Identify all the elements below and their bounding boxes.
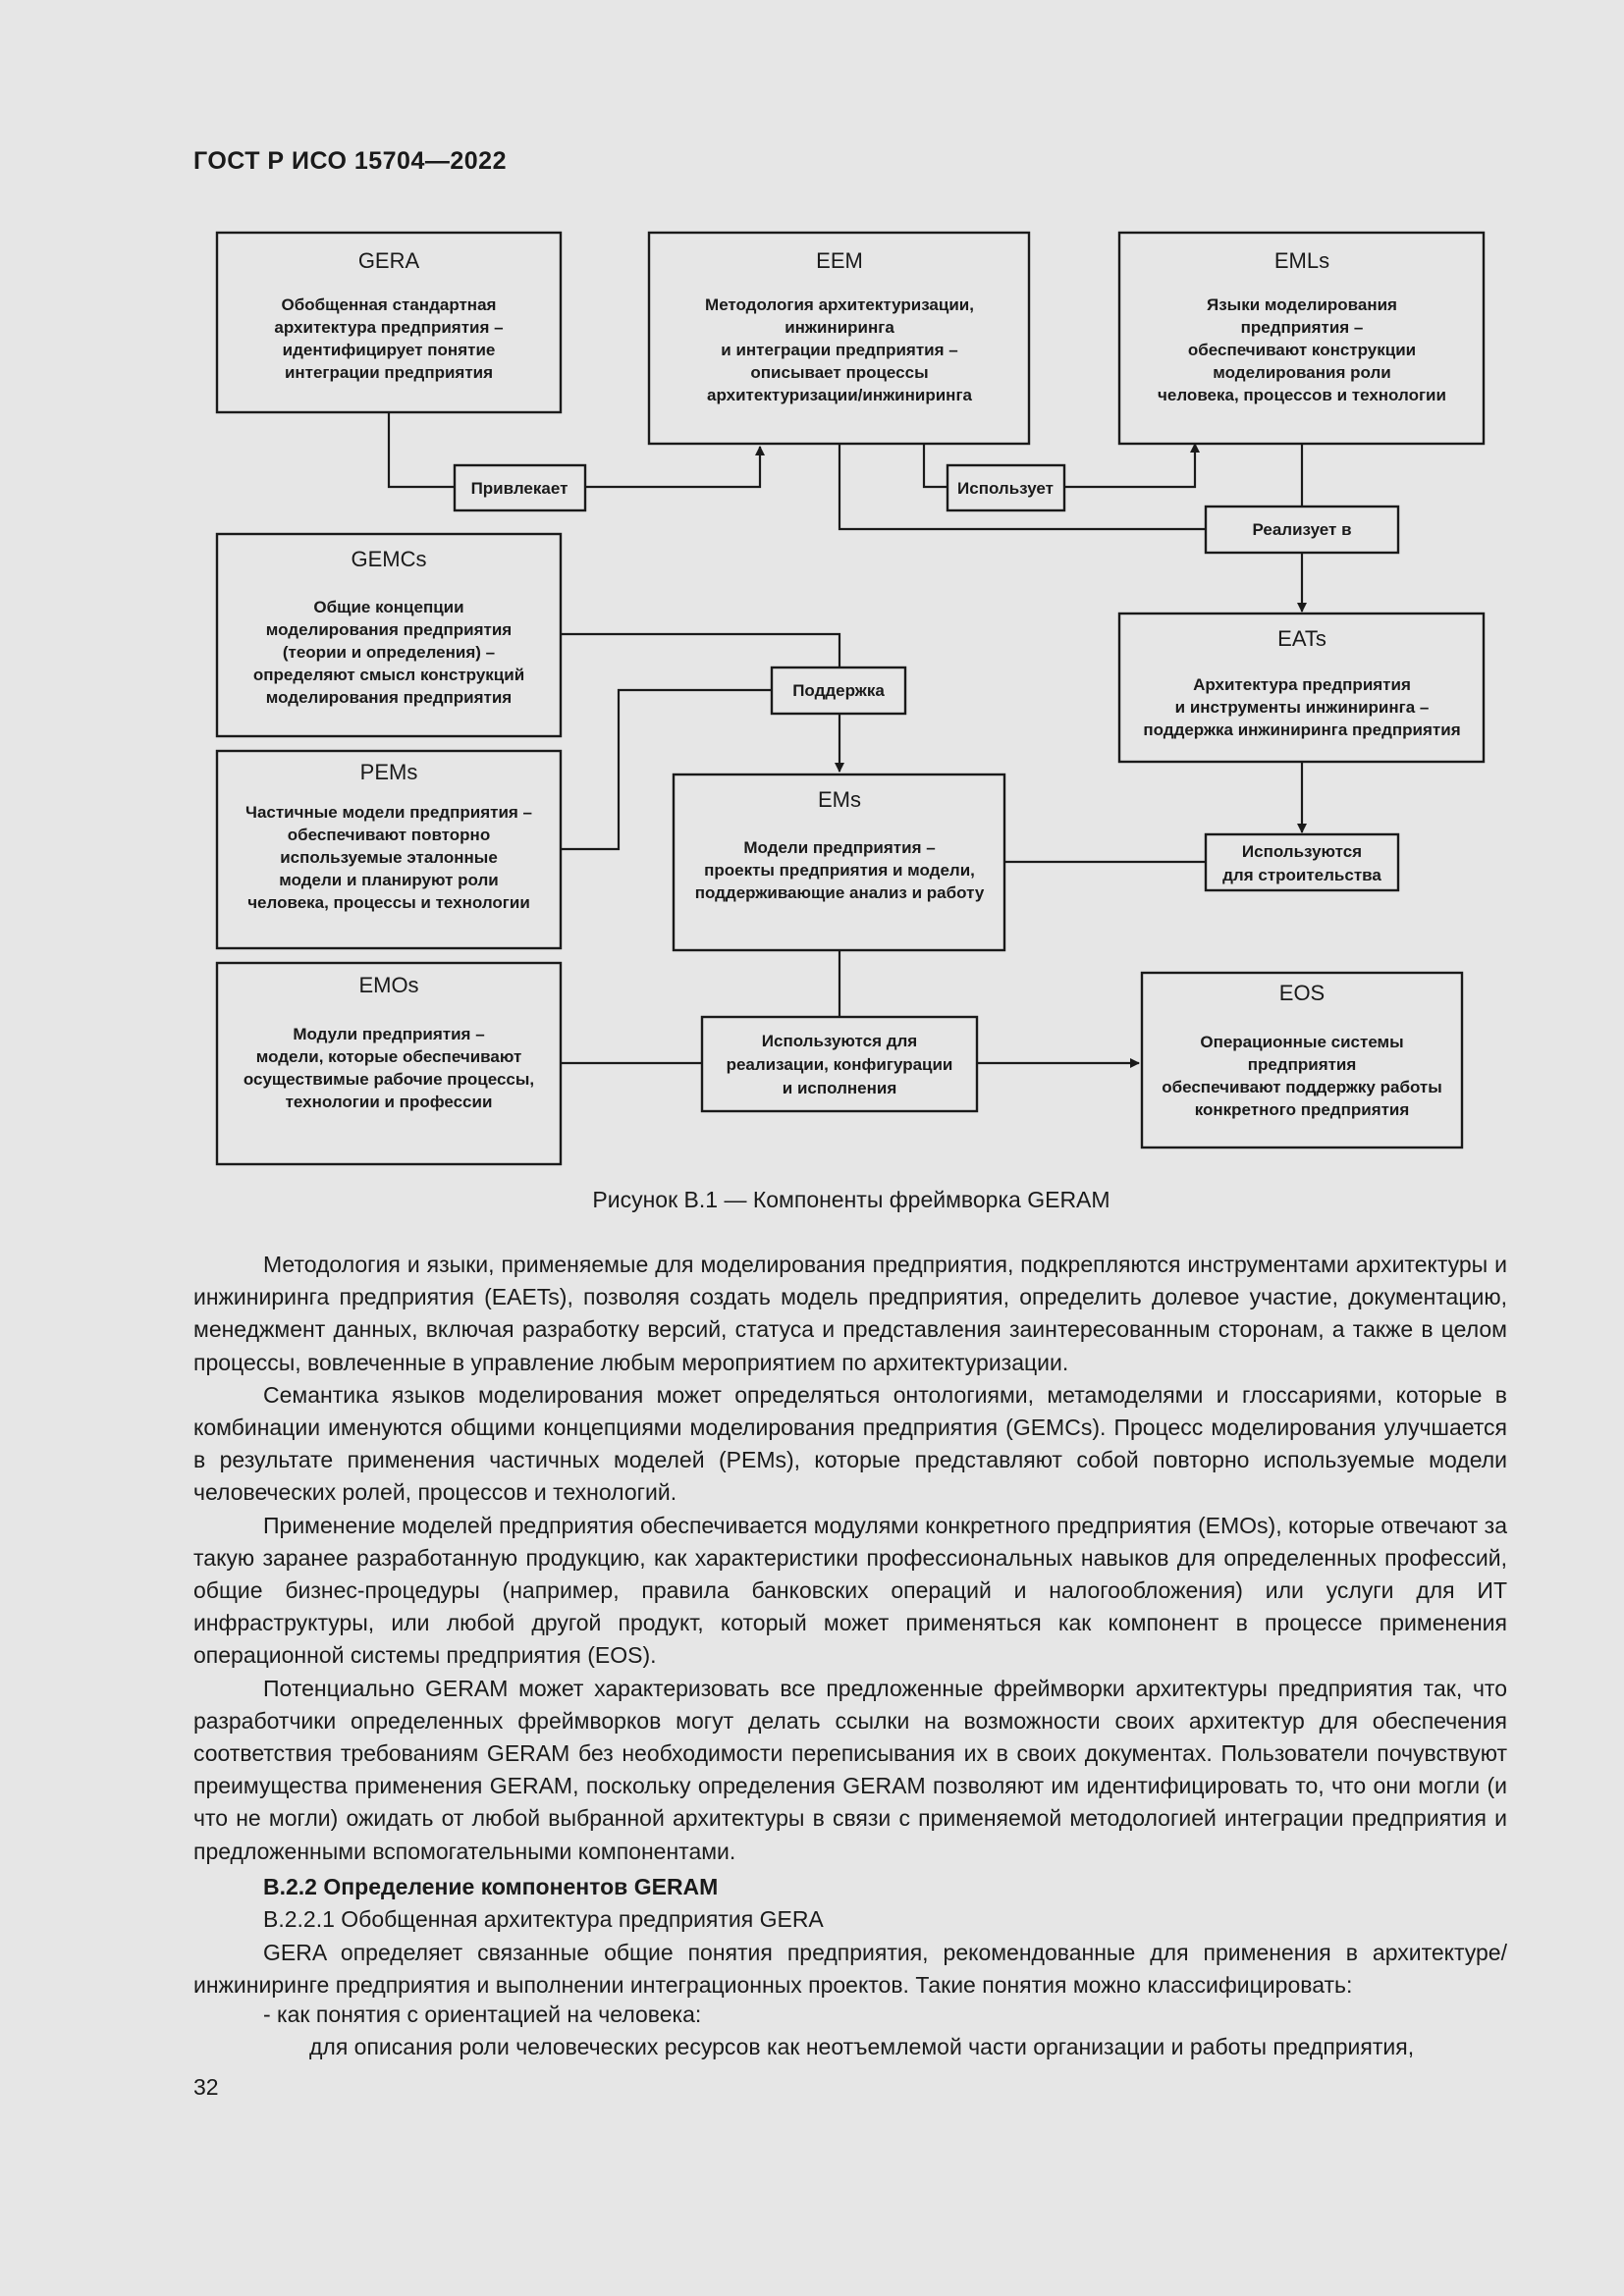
label-uses-text: Использует	[957, 479, 1054, 498]
emls-line: предприятия –	[1240, 318, 1364, 337]
eem-line: архитектуризации/инжиниринга	[707, 386, 972, 404]
document-header: ГОСТ Р ИСО 15704—2022	[193, 147, 507, 175]
eos-title: EOS	[1278, 981, 1326, 1005]
section-heading: В.2.2 Определение компонентов GERAM	[263, 1874, 719, 1899]
pems-line: используемые эталонные	[280, 848, 498, 867]
eem-line: и интеграции предприятия –	[721, 341, 958, 359]
eem-line: описывает процессы	[750, 363, 929, 382]
gera-line: архитектура предприятия –	[274, 318, 504, 337]
gemcs-box	[217, 534, 561, 736]
gemcs-title: GEMCs	[351, 547, 427, 571]
emos-line: осуществимые рабочие процессы,	[243, 1070, 535, 1089]
eem-box	[649, 233, 1029, 444]
gemcs-line: Общие концепции	[313, 598, 464, 616]
page-number: 32	[193, 2074, 219, 2100]
label-used-for-impl-text: реализации, конфигурации	[726, 1055, 953, 1074]
paragraph: Применение моделей предприятия обеспечивается модулями конкретного предприятия (EMOs), которые отвечают за такую заранее разработанную продукцию, как характеристики профессиональных навыков для определенных профессий, общие бизнес-процедуры (например, правила банковских операций и налогообложения) или услуги для ИТ инфраструктуры, или любой другой продукт, который может применяться как компонент в процессе применения операционной системы предприятия (EOS).	[193, 1512, 1507, 1669]
gemcs-line: моделирования предприятия	[265, 620, 513, 639]
figure-caption: Рисунок В.1 — Компоненты фреймворка GERAM	[592, 1187, 1110, 1212]
label-used-for-impl	[702, 1017, 977, 1111]
eem-line: инжиниринга	[785, 318, 894, 337]
label-used-for-building-text: Используются	[1241, 842, 1363, 861]
gera-text	[193, 1937, 1507, 2002]
eem-line: Методология архитектуризации,	[705, 295, 974, 314]
label-realized-in	[1206, 507, 1398, 553]
bullet-continuation: для описания роли человеческих ресурсов как неотъемлемой части организации и работы предприятия,	[309, 2034, 1415, 2059]
gemcs-line: определяют смысл конструкций	[252, 666, 525, 684]
gemcs-line: моделирования предприятия	[265, 688, 513, 707]
eats-box	[1119, 614, 1484, 762]
label-attracts	[455, 465, 585, 510]
emls-line: моделирования роли	[1213, 363, 1391, 382]
pems-line: модели и планируют роли	[279, 871, 499, 889]
paragraph: Потенциально GERAM может характеризовать все предложенные фреймворки архитектуры предприятия так, что разработчики определенных фреймворков могут делать ссылки на возможности своих архитектур для обеспечения соответствия требованиям GERAM без необходимости переписывания их в своих документах. Пользователи почувствуют преимущества применения GERAM, поскольку определения GERAM позволяют им идентифицировать то, что они могли (и что не могли) ожидать от любой выбранной архитектуры в связи с применяемой методологией интеграции предприятия и предложенными вспомогательными компонентами.	[193, 1675, 1507, 1864]
subsection-heading: В.2.2.1 Обобщенная архитектура предприятия GERA	[263, 1906, 824, 1932]
gera-line: Обобщенная стандартная	[281, 295, 497, 314]
ems-line: Модели предприятия –	[743, 838, 936, 857]
pems-line: обеспечивают повторно	[287, 826, 491, 844]
pems-line: Частичные модели предприятия –	[245, 803, 532, 822]
emos-line: Модули предприятия –	[293, 1025, 485, 1043]
label-uses	[947, 465, 1064, 510]
eats-line: и инструменты инжиниринга –	[1174, 698, 1430, 717]
eem-title: EEM	[816, 248, 863, 273]
label-support-text: Поддержка	[792, 681, 885, 700]
label-realized-in-text: Реализует в	[1252, 520, 1352, 539]
label-used-for-impl-text: и исполнения	[782, 1079, 897, 1097]
emls-title: EMLs	[1273, 248, 1330, 273]
ems-box	[674, 774, 1004, 950]
paragraph: Семантика языков моделирования может определяться онтологиями, метамоделями и глоссариями, которые в комбинации именуются общими концепциями моделирования предприятия (GEMCs). Процесс моделирования улучшается в результате применения частичных моделей (PEMs), которые представляют собой повторно используемые модели человеческих ролей, процессов и технологий.	[193, 1381, 1507, 1506]
emos-title: EMOs	[358, 973, 419, 997]
gera-line: интеграции предприятия	[284, 363, 494, 382]
emls-line: обеспечивают конструкции	[1187, 341, 1417, 359]
gemcs-line: (теории и определения) –	[282, 643, 496, 662]
label-support	[772, 667, 905, 714]
paragraph: GERA определяет связанные общие понятия предприятия, рекомендованные для применения в архитектуре/инжиниринге предприятия и выполнении интеграционных проектов. Такие понятия можно классифицировать:	[193, 1940, 1507, 1999]
eats-line: поддержка инжиниринга предприятия	[1143, 721, 1461, 739]
emls-box	[1119, 233, 1484, 444]
ems-line: проекты предприятия и модели,	[704, 861, 975, 880]
eats-title: EATs	[1277, 626, 1326, 651]
eos-line: обеспечивают поддержку работы	[1162, 1078, 1442, 1096]
gera-line: идентифицирует понятие	[282, 341, 496, 359]
emos-line: модели, которые обеспечивают	[255, 1047, 522, 1066]
pems-line: человека, процессы и технологии	[247, 893, 530, 912]
label-used-for-building-text: для строительства	[1222, 866, 1381, 884]
eats-line: Архитектура предприятия	[1193, 675, 1411, 694]
eos-box	[1142, 973, 1462, 1148]
ems-line: поддерживающие анализ и работу	[694, 883, 985, 902]
emos-line: технологии и профессии	[285, 1093, 493, 1111]
paragraph: Методология и языки, применяемые для моделирования предприятия, подкрепляются инструментами архитектуры и инжиниринга предприятия (EAETs), позволяя создать модель предприятия, определить долевое участие, документацию, менеджмент данных, включая разработку версий, статуса и представления заинтересованным сторонам, а также в целом процессы, вовлеченные в управление любым мероприятием по архитектуризации.	[193, 1252, 1507, 1375]
emls-line: Языки моделирования	[1207, 295, 1397, 314]
label-used-for-impl-text: Используются для	[761, 1032, 918, 1050]
ems-title: EMs	[818, 787, 861, 812]
eos-line: конкретного предприятия	[1194, 1100, 1410, 1119]
eos-line: предприятия	[1247, 1055, 1357, 1074]
pems-box	[217, 751, 561, 948]
body-text	[193, 1249, 1507, 1868]
gera-box	[217, 233, 561, 412]
label-used-for-building	[1206, 834, 1398, 890]
emls-line: человека, процессов и технологии	[1158, 386, 1446, 404]
bullet-item: - как понятия с ориентацией на человека:	[263, 2002, 702, 2027]
label-attracts-text: Привлекает	[470, 479, 568, 498]
pems-title: PEMs	[359, 760, 418, 784]
gera-title: GERA	[357, 248, 420, 273]
emos-box	[217, 963, 561, 1164]
eos-line: Операционные системы	[1200, 1033, 1404, 1051]
